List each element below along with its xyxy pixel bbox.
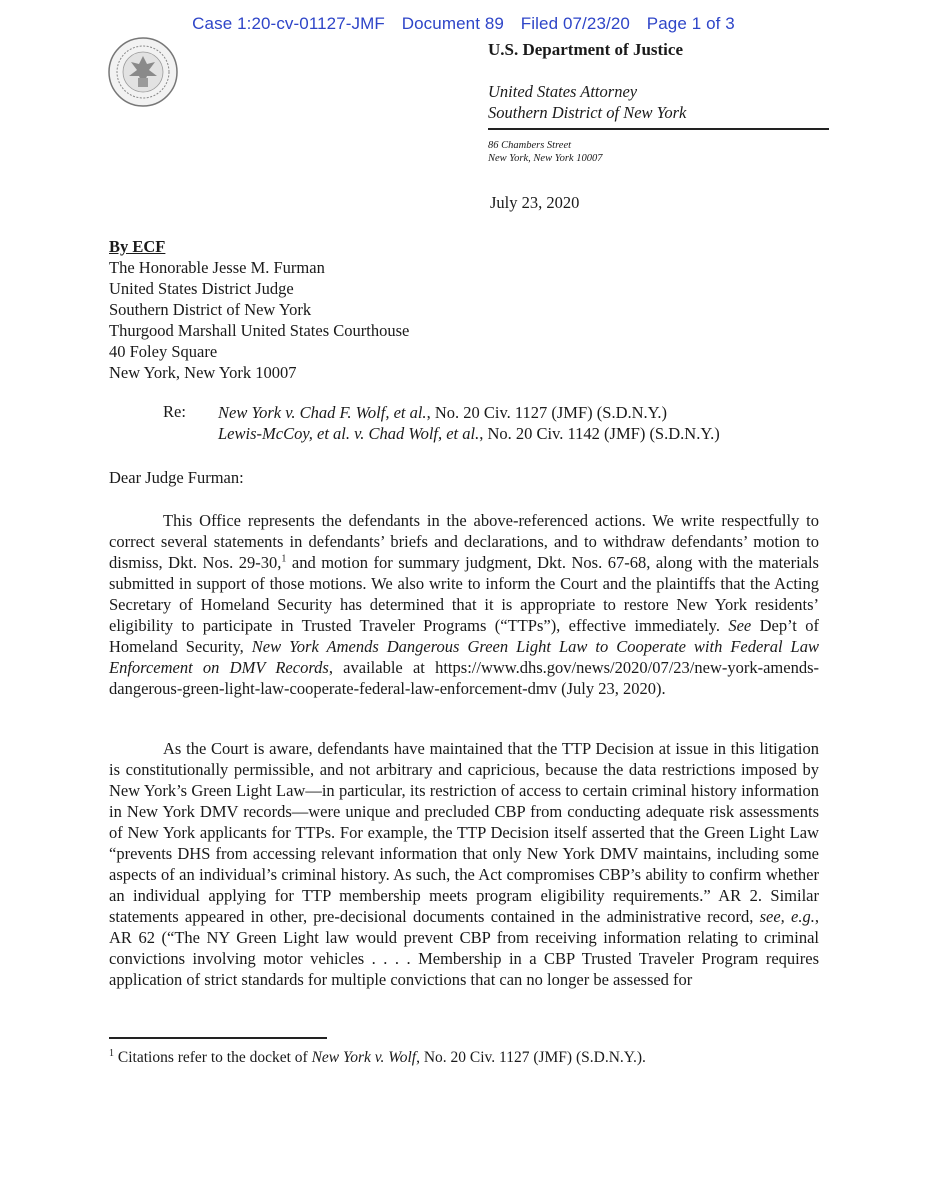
re-case-2-number: , No. 20 Civ. 1142 (JMF) (S.D.N.Y.) bbox=[479, 424, 720, 443]
re-case-2-title: Lewis-McCoy, et al. v. Chad Wolf, et al. bbox=[218, 424, 480, 443]
re-case-1-title: New York v. Chad F. Wolf, et al. bbox=[218, 403, 427, 422]
footnote bbox=[109, 1049, 646, 1067]
document-number: Document 89 bbox=[401, 14, 504, 33]
re-case-1-number: , No. 20 Civ. 1127 (JMF) (S.D.N.Y.) bbox=[426, 403, 668, 422]
delivery-method: By ECF bbox=[109, 237, 166, 256]
paragraph-2 bbox=[109, 738, 819, 990]
addressee-line: Southern District of New York bbox=[109, 300, 312, 319]
paragraph-2-text: , AR 62 (“The NY Green Light law would prevent CBP from receiving information relating to criminal convictions involving motor vehicles . . . . Membership in a CBP Trusted Traveler Program requires application of strict standards for multiple convictions that can no longer be assessed for bbox=[109, 907, 819, 989]
paragraph-1-text: and motion for summary judgment, Dkt. Nos. 67-68, along with the materials submitted in support of those motions. We also write to inform the Court and the plaintiffs that the Acting Secretary of Homeland Security has determined that it is appropriate to restore New York residents’ eligibility to participate in Trusted Traveler Programs (“TTPs”), effective immediately. bbox=[109, 553, 819, 635]
paragraph-1-text: This Office represents the defendants in the above-referenced actions. We write respectfully to correct several statements in defendants’ briefs and declarations, and to withdraw defendants’ motion to dismiss, Dkt. Nos. 29-30, bbox=[109, 511, 819, 572]
addressee-line: New York, New York 10007 bbox=[109, 363, 297, 382]
office-block bbox=[488, 81, 686, 123]
page-indicator: Page 1 of 3 bbox=[646, 14, 735, 33]
re-case-2 bbox=[218, 423, 720, 444]
addressee-line: Thurgood Marshall United States Courthouse bbox=[109, 321, 410, 340]
addressee-line: 40 Foley Square bbox=[109, 342, 218, 361]
doj-seal-icon bbox=[107, 36, 179, 108]
press-release-title: New York Amends Dangerous Green Light Law to Cooperate with Federal Law Enforcement on DMV Records bbox=[109, 637, 819, 677]
paragraph-1-text: Dep’t of Homeland Security, bbox=[109, 616, 819, 656]
re-cases bbox=[218, 402, 720, 444]
address-city: New York, New York 10007 bbox=[488, 153, 603, 164]
case-header bbox=[0, 14, 927, 34]
letterhead-divider bbox=[488, 128, 829, 130]
filed-date: Filed 07/23/20 bbox=[520, 14, 630, 33]
footnote-reference: 1 bbox=[281, 553, 287, 565]
office-district: Southern District of New York bbox=[488, 103, 687, 122]
citation-signal: See bbox=[728, 616, 752, 635]
addressee-line: United States District Judge bbox=[109, 279, 294, 298]
citation-signal: see, e.g. bbox=[759, 907, 815, 926]
letter-date: July 23, 2020 bbox=[490, 193, 580, 212]
re-case-1 bbox=[218, 402, 720, 423]
footnote-text: Citations refer to the docket of bbox=[114, 1049, 312, 1066]
footnote-case-title: New York v. Wolf bbox=[311, 1049, 417, 1066]
department-name: U.S. Department of Justice bbox=[488, 40, 683, 59]
case-number: Case 1:20-cv-01127-JMF bbox=[192, 14, 385, 33]
address-street: 86 Chambers Street bbox=[488, 140, 572, 151]
addressee-line: The Honorable Jesse M. Furman bbox=[109, 258, 325, 277]
paragraph-2-text: As the Court is aware, defendants have maintained that the TTP Decision at issue in this litigation is constitutionally permissible, and not arbitrary and capricious, because the data restrictions imposed by New York’s Green Light Law—in particular, its restriction of access to certain criminal history information in New York DMV records—were unique and precluded CBP from conducting adequate risk assessments of New York applicants for TTPs. For example, the TTP Decision itself asserted that the Green Light Law “prevents DHS from accessing relevant information that only New York DMV maintains, including some aspects of an individual’s criminal history. As such, the Act compromises CBP’s ability to confirm whether an individual applying for TTP membership meets program eligibility requirements.” AR 2. Similar statements appeared in other, pre-decisional documents contained in the administrative record, bbox=[109, 739, 819, 926]
re-label: Re: bbox=[163, 402, 186, 421]
office-title: United States Attorney bbox=[488, 82, 638, 101]
addressee-block bbox=[109, 236, 409, 383]
footnote-text: , No. 20 Civ. 1127 (JMF) (S.D.N.Y.). bbox=[416, 1049, 646, 1066]
paragraph-1-text: , available at https://www.dhs.gov/news/2020/07/23/new-york-amends-dangerous-green-light-law-cooperate-federal-law-enforcement-dmv (July 23, 2020). bbox=[109, 658, 819, 698]
office-address bbox=[488, 139, 602, 165]
footnote-mark: 1 bbox=[109, 1047, 114, 1059]
salutation: Dear Judge Furman: bbox=[109, 468, 244, 487]
paragraph-1 bbox=[109, 510, 819, 699]
footnote-divider bbox=[109, 1037, 327, 1039]
